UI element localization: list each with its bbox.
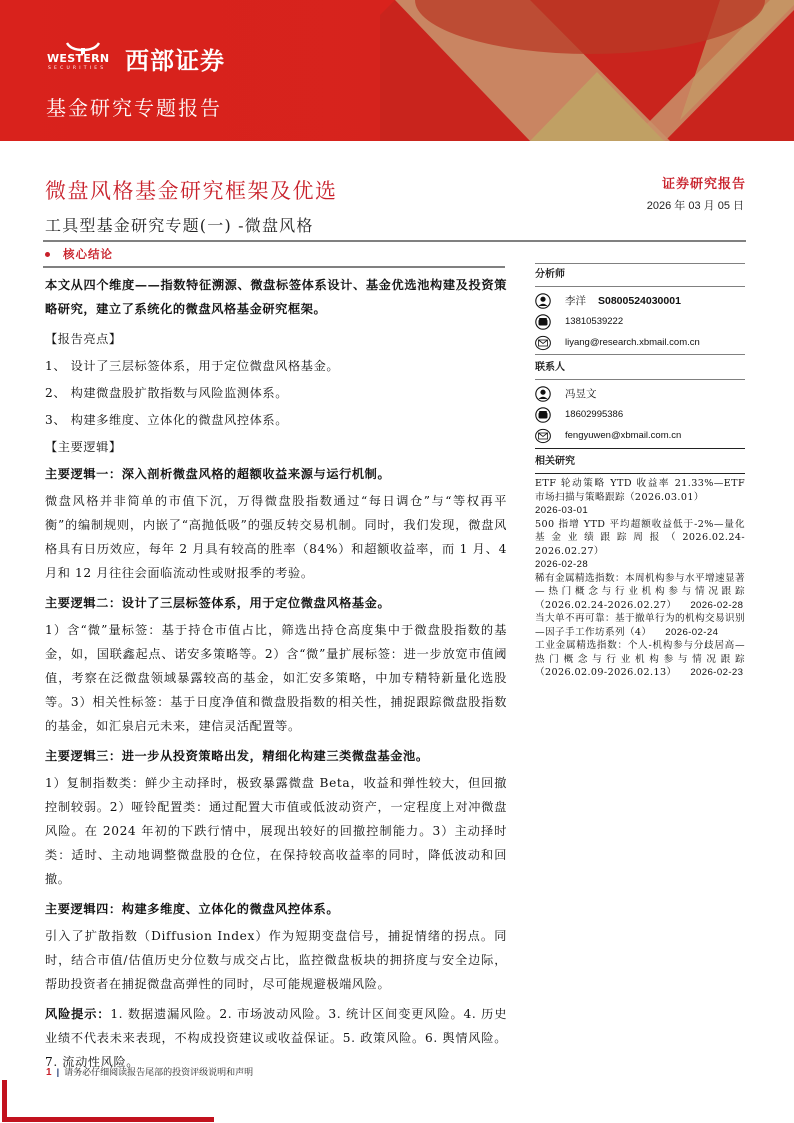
logo-subtext: SECURITIES bbox=[48, 66, 107, 71]
related-research-item[interactable] bbox=[535, 612, 745, 639]
related-date: 2026-02-23 bbox=[690, 667, 744, 678]
risk-label: 风险提示： bbox=[45, 1007, 111, 1021]
risk-text: 1. 数据遗漏风险。2. 市场波动风险。3. 统计区间变更风险。4. 历史业绩不代表未来表现，不构成投资建议或收益保证。5. 政策风险。6. 舆情风险。7. 流动性风险。 bbox=[45, 1007, 507, 1069]
related-title: ETF 轮动策略 YTD 收益率 21.33%—ETF 市场扫描与策略跟踪（2026.03.01） bbox=[535, 478, 745, 503]
key-conclusion-label: 核心结论 bbox=[63, 247, 113, 261]
title-divider bbox=[43, 240, 746, 242]
phone-icon bbox=[535, 314, 551, 330]
logic-heading: 主要逻辑四：构建多维度、立体化的微盘风控体系。 bbox=[45, 902, 340, 916]
report-subtitle: 工具型基金研究专题(一) -微盘风格 bbox=[45, 216, 314, 235]
analyst-email[interactable]: liyang@research.xbmail.com.cn bbox=[565, 337, 700, 348]
contact-email[interactable]: fengyuwen@xbmail.com.cn bbox=[565, 430, 682, 441]
sidebar bbox=[535, 263, 745, 680]
contact-name-row bbox=[535, 383, 745, 404]
related-research-item[interactable] bbox=[535, 572, 745, 613]
related-date: 2026-02-28 bbox=[535, 559, 589, 570]
related-research-item[interactable] bbox=[535, 477, 745, 518]
sidebar-divider bbox=[535, 448, 745, 449]
logic-heading: 主要逻辑一：深入剖析微盘风格的超额收益来源与运行机制。 bbox=[45, 467, 391, 481]
analyst-email-row bbox=[535, 332, 745, 353]
related-title: 当大单不再可靠：基于撤单行为的机构交易识别—因子手工作坊系列（4） bbox=[535, 613, 745, 638]
related-research-heading: 相关研究 bbox=[535, 456, 575, 467]
logic-heading: 主要逻辑二：设计了三层标签体系，用于定位微盘风格基金。 bbox=[45, 596, 391, 610]
contact-phone: 18602995386 bbox=[565, 409, 624, 420]
report-type-label: 证券研究报告 bbox=[661, 177, 746, 192]
analyst-heading: 分析师 bbox=[535, 269, 565, 280]
header-banner bbox=[0, 0, 794, 141]
analyst-name-row bbox=[535, 290, 745, 311]
related-title: 500 指增 YTD 平均超额收益低于-2%—量化基金业绩跟踪周报（2026.02.24-2026.02.27） bbox=[535, 518, 745, 557]
report-title: 微盘风格基金研究框架及优选 bbox=[45, 179, 338, 203]
logo-chinese: 西部证券 bbox=[125, 46, 225, 75]
key-conclusion-heading bbox=[45, 246, 113, 262]
logic-text: 微盘风格并非简单的市值下沉，万得微盘股指数通过“每日调仓”与“等权再平衡”的编制规则，内嵌了“高抛低吸”的强反转交易机制。同时，我们发现，微盘风格具有日历效应，每年 2 月具有较高的胜率（84%）和超额收益率，而 1 月、4 月和 12 月往往会面临流动性或财报季的考验。 bbox=[45, 494, 507, 580]
contact-email-row bbox=[535, 425, 745, 446]
logo-english: WESTERN bbox=[47, 52, 110, 65]
highlight-item: 3、 构建多维度、立体化的微盘风控体系。 bbox=[45, 413, 289, 427]
report-date: 2026 年 03 月 05 日 bbox=[646, 200, 744, 212]
highlights-label: 【报告亮点】 bbox=[45, 332, 122, 346]
contact-heading: 联系人 bbox=[535, 362, 565, 373]
logic-text: 1）含“微”量标签：基于持仓市值占比，筛选出持仓高度集中于微盘股指数的基金，如，国联鑫起点、诺安多策略等。2）含“微”量扩展标签：进一步放宽市值阈值，考察在泛微盘领域暴露较高的基金，如汇安多策略，中加专精特新量化选股等。3）相关性标签：基于日度净值和微盘股指数的相关性，捕捉跟踪微盘股指数的基金，如汇泉启元未来，建信灵活配置等。 bbox=[45, 623, 507, 733]
company-logo bbox=[47, 42, 225, 74]
page-footer bbox=[46, 1065, 253, 1078]
sidebar-divider bbox=[535, 286, 745, 287]
person-icon bbox=[535, 386, 551, 402]
related-research-item[interactable] bbox=[535, 639, 745, 680]
mail-icon bbox=[535, 428, 551, 444]
main-body bbox=[45, 273, 507, 1080]
analyst-phone-row bbox=[535, 311, 745, 332]
mail-icon bbox=[535, 335, 551, 351]
page-number: 1 bbox=[46, 1067, 52, 1078]
logic-label: 【主要逻辑】 bbox=[45, 440, 122, 454]
intro-paragraph: 本文从四个维度——指数特征溯源、微盘标签体系设计、基金优选池构建及投资策略研究，建立了系统化的微盘风格基金研究框架。 bbox=[45, 278, 507, 316]
sidebar-divider bbox=[535, 354, 745, 355]
corner-decoration-vertical bbox=[2, 1080, 7, 1118]
related-research-item[interactable] bbox=[535, 518, 745, 572]
related-date: 2026-02-28 bbox=[690, 599, 744, 611]
analyst-certificate: S0800524030001 bbox=[598, 294, 681, 307]
footer-separator: | bbox=[56, 1067, 60, 1077]
highlight-item: 1、 设计了三层标签体系，用于定位微盘风格基金。 bbox=[45, 359, 340, 373]
analyst-name: 李洋 bbox=[565, 295, 586, 307]
logic-heading: 主要逻辑三：进一步从投资策略出发，精细化构建三类微盘基金池。 bbox=[45, 749, 429, 763]
footer-disclaimer: 请务必仔细阅读报告尾部的投资评级说明和声明 bbox=[64, 1068, 254, 1078]
risk-warning bbox=[45, 1002, 507, 1074]
section-divider bbox=[43, 266, 505, 268]
analyst-phone: 13810539222 bbox=[565, 316, 624, 327]
highlight-item: 2、 构建微盘股扩散指数与风险监测体系。 bbox=[45, 386, 289, 400]
related-date: 2026-02-24 bbox=[665, 626, 719, 638]
sidebar-divider bbox=[535, 379, 745, 380]
contact-name: 冯昱文 bbox=[565, 388, 597, 400]
person-icon bbox=[535, 293, 551, 309]
phone-icon bbox=[535, 407, 551, 423]
related-title: 工业金属精选指数：个人-机构参与分歧居高—热门概念与行业机构参与情况跟踪（2026.02.09-2026.02.13） bbox=[535, 640, 745, 678]
corner-decoration-horizontal bbox=[2, 1117, 214, 1122]
related-title: 稀有金属精选指数：本周机构参与水平增速显著—热门概念与行业机构参与情况跟踪（2026.02.24-2026.02.27） bbox=[535, 572, 745, 611]
logic-text: 1）复制指数类：鲜少主动择时，极致暴露微盘 Beta，收益和弹性较大，但回撤控制较弱。2）哑铃配置类：通过配置大市值或低波动资产，一定程度上对冲微盘风险。在 2024 年初的下跌行情中，展现出较好的回撤控制能力。3）主动择时类：适时、主动地调整微盘股的仓位，在保持较高收益率的同时，降低波动和回撤。 bbox=[45, 776, 507, 886]
related-date: 2026-03-01 bbox=[535, 505, 589, 516]
bullet-icon bbox=[45, 252, 50, 257]
report-category: 基金研究专题报告 bbox=[46, 96, 222, 120]
contact-phone-row bbox=[535, 404, 745, 425]
related-research-list bbox=[535, 474, 745, 680]
logo-mark bbox=[47, 42, 119, 74]
logic-text: 引入了扩散指数（Diffusion Index）作为短期变盘信号，捕捉情绪的拐点。同时，结合市值/估值历史分位数与成交占比，监控微盘板块的拥挤度与安全边际，帮助投资者在捕捉微盘高弹性的同时，尽可能规避极端风险。 bbox=[45, 929, 507, 991]
